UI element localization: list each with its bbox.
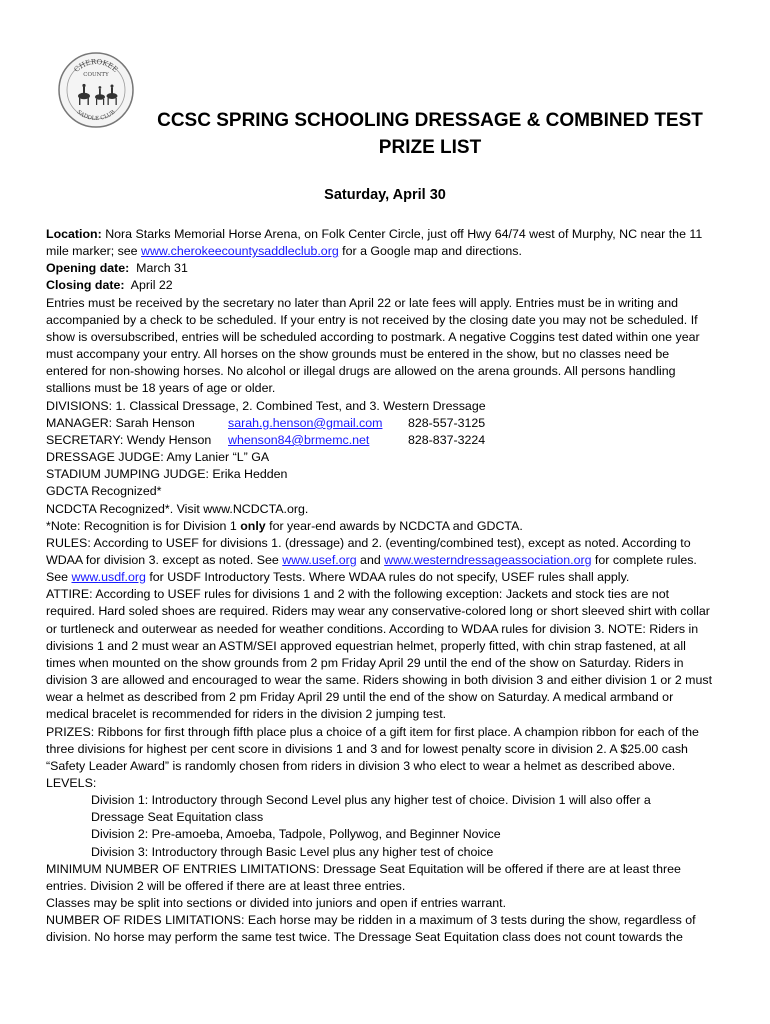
jumping-judge: STADIUM JUMPING JUDGE: Erika Hedden [46, 467, 288, 482]
dressage-judge: DRESSAGE JUDGE: Amy Lanier “L” GA [46, 450, 270, 465]
limitations-line: Classes may be split into sections or divided into juniors and open if entries warrant. [46, 896, 507, 911]
divisions: DIVISIONS: 1. Classical Dressage, 2. Combined Test, and 3. Western Dressage [46, 398, 486, 413]
levels-line: Division 2: Pre-amoeba, Amoeba, Tadpole, Pollywog, and Beginner Novice [91, 827, 501, 842]
levels-line: Division 3: Introductory through Basic Level plus any higher test of choice [91, 844, 494, 859]
entries-line: entered for non-showing horses. No alcohol or illegal drugs are allowed on the arena grounds. All persons handling [46, 364, 676, 379]
attire-line: required. Hard soled shoes are required. Riders may wear any conservative-colored long or short sleeved shirt with collar [46, 604, 710, 619]
recognition-note: *Note: Recognition is for Division 1 only for year-end awards by NCDCTA and GDCTA. [46, 518, 523, 533]
prizes-line: “Safety Leader Award” is randomly chosen from riders in division 3 who elect to wear a helmet as described above. [46, 758, 676, 773]
entries-line: show is oversubscribed, entries will be scheduled according to postmark. A negative Coggins test dated within one year [46, 329, 700, 344]
manager-email-link[interactable]: sarah.g.henson@gmail.com [228, 415, 383, 430]
title-line-1: CCSC SPRING SCHOOLING DRESSAGE & COMBINED TEST [157, 110, 703, 131]
limitations-line: division. No horse may perform the same test twice. The Dressage Seat Equitation class does not count towards the [46, 930, 683, 945]
limitations-line: NUMBER OF RIDES LIMITATIONS: Each horse may be ridden in a maximum of 3 tests during the show, regardless of [46, 913, 696, 928]
opening-date: Opening date: March 31 [46, 261, 188, 276]
location-label: Location: [46, 227, 102, 241]
entries-line: stallions must be 18 years of age or older. [46, 381, 276, 396]
manager-line: MANAGER: Sarah Henson sarah.g.henson@gmail.com 828-557-3125 [46, 415, 736, 432]
entries-line: must accompany your entry. All horses on the show grounds must be entered in the show, but no classes need be [46, 347, 670, 362]
usef-link[interactable]: www.usef.org [282, 552, 357, 567]
entries-line: Entries must be received by the secretary no later than April 22 or late fees will apply. Entries must be in writing and [46, 295, 678, 310]
title-line-2: PRIZE LIST [378, 137, 482, 158]
ncdcta-recognized: NCDCTA Recognized*. Visit www.NCDCTA.org. [46, 501, 309, 516]
secretary-line: SECRETARY: Wendy Henson whenson84@brmemc.net 828-837-3224 [46, 432, 736, 449]
secretary-email-link[interactable]: whenson84@brmemc.net [228, 432, 370, 447]
levels-label: LEVELS: [46, 776, 97, 790]
levels-line: Dressage Seat Equitation class [91, 810, 264, 825]
prizes-line: three divisions for highest per cent score in divisions 1 and 3 and for lowest penalty score in division 2. A $25.00 cash [46, 741, 688, 756]
limitations-line: MINIMUM NUMBER OF ENTRIES LIMITATIONS: Dressage Seat Equitation will be offered if there are at least three [46, 861, 681, 876]
rules-line-2: WDAA for division 3. except as noted. See www.usef.org and www.westerndressageassociation.org for complete rules. [46, 552, 697, 567]
attire-line: medical bracelet is recommended for riders in the division 2 jumping test. [46, 707, 447, 722]
usdf-link[interactable]: www.usdf.org [71, 570, 146, 585]
document-body [46, 226, 736, 947]
rules-line-3: See www.usdf.org for USDF Introductory Tests. Where WDAA rules do not specify, USEF rules shall apply. [46, 570, 630, 585]
attire-line: ATTIRE: According to USEF rules for divisions 1 and 2 with the following exception: Jackets and stock ties are not [46, 587, 670, 602]
page-title [120, 107, 740, 161]
wdaa-link[interactable]: www.westerndressageassociation.org [384, 552, 592, 567]
location-line-2: mile marker; see www.cherokeecountysaddleclub.org for a Google map and directions. [46, 244, 522, 259]
rules-line-1: RULES: According to USEF for divisions 1. (dressage) and 2. (eventing/combined test), except as noted. According to [46, 535, 691, 550]
attire-line: divisions 1 and 2 must wear an ASTM/SEI approved equestrian helmet, properly fitted, with chin strap fastened, at all [46, 638, 686, 653]
attire-line: wear a helmet as described from 2 pm Friday April 29 until the end of the show on Saturday. A medical armband or [46, 690, 674, 705]
event-date: Saturday, April 30 [324, 187, 446, 203]
logo-mid-text: COUNTY [83, 72, 109, 78]
gdcta-recognized: GDCTA Recognized* [46, 484, 162, 499]
manager-phone: 828-557-3125 [408, 415, 486, 430]
attire-line: division 3 are allowed and encouraged to wear the same. Riders showing in both division 3 and either division 1 or 2 must [46, 673, 713, 688]
club-website-link[interactable]: www.cherokeecountysaddleclub.org [141, 244, 339, 259]
closing-date: Closing date: April 22 [46, 278, 173, 293]
levels-line: Division 1: Introductory through Second Level plus any higher test of choice. Division 1 will also offer a [91, 793, 651, 808]
logo-top-text: CHEROKEE [72, 57, 120, 74]
attire-line: or turtleneck and outerwear as needed for weather conditions. According to WDAA rules for division 3. NOTE: Riders in [46, 621, 699, 636]
logo-bottom-text: SADDLE CLUB [75, 109, 117, 123]
secretary-phone: 828-837-3224 [408, 432, 486, 447]
limitations-line: entries. Division 2 will be offered if there are at least three entries. [46, 878, 406, 893]
entries-line: accompanied by a check to be scheduled. If your entry is not received by the closing date you may not be scheduled. If [46, 312, 698, 327]
prizes-line: PRIZES: Ribbons for first through fifth place plus a choice of a gift item for first place. A champion ribbon for each of the [46, 724, 699, 739]
location-line-1: Location: Nora Starks Memorial Horse Arena, on Folk Center Circle, just off Hwy 64/74 west of Murphy, NC near the 11 [46, 227, 703, 241]
attire-line: times when mounted on the show grounds from 2 pm Friday April 29 until the end of the show on Saturday. Riders in [46, 655, 684, 670]
